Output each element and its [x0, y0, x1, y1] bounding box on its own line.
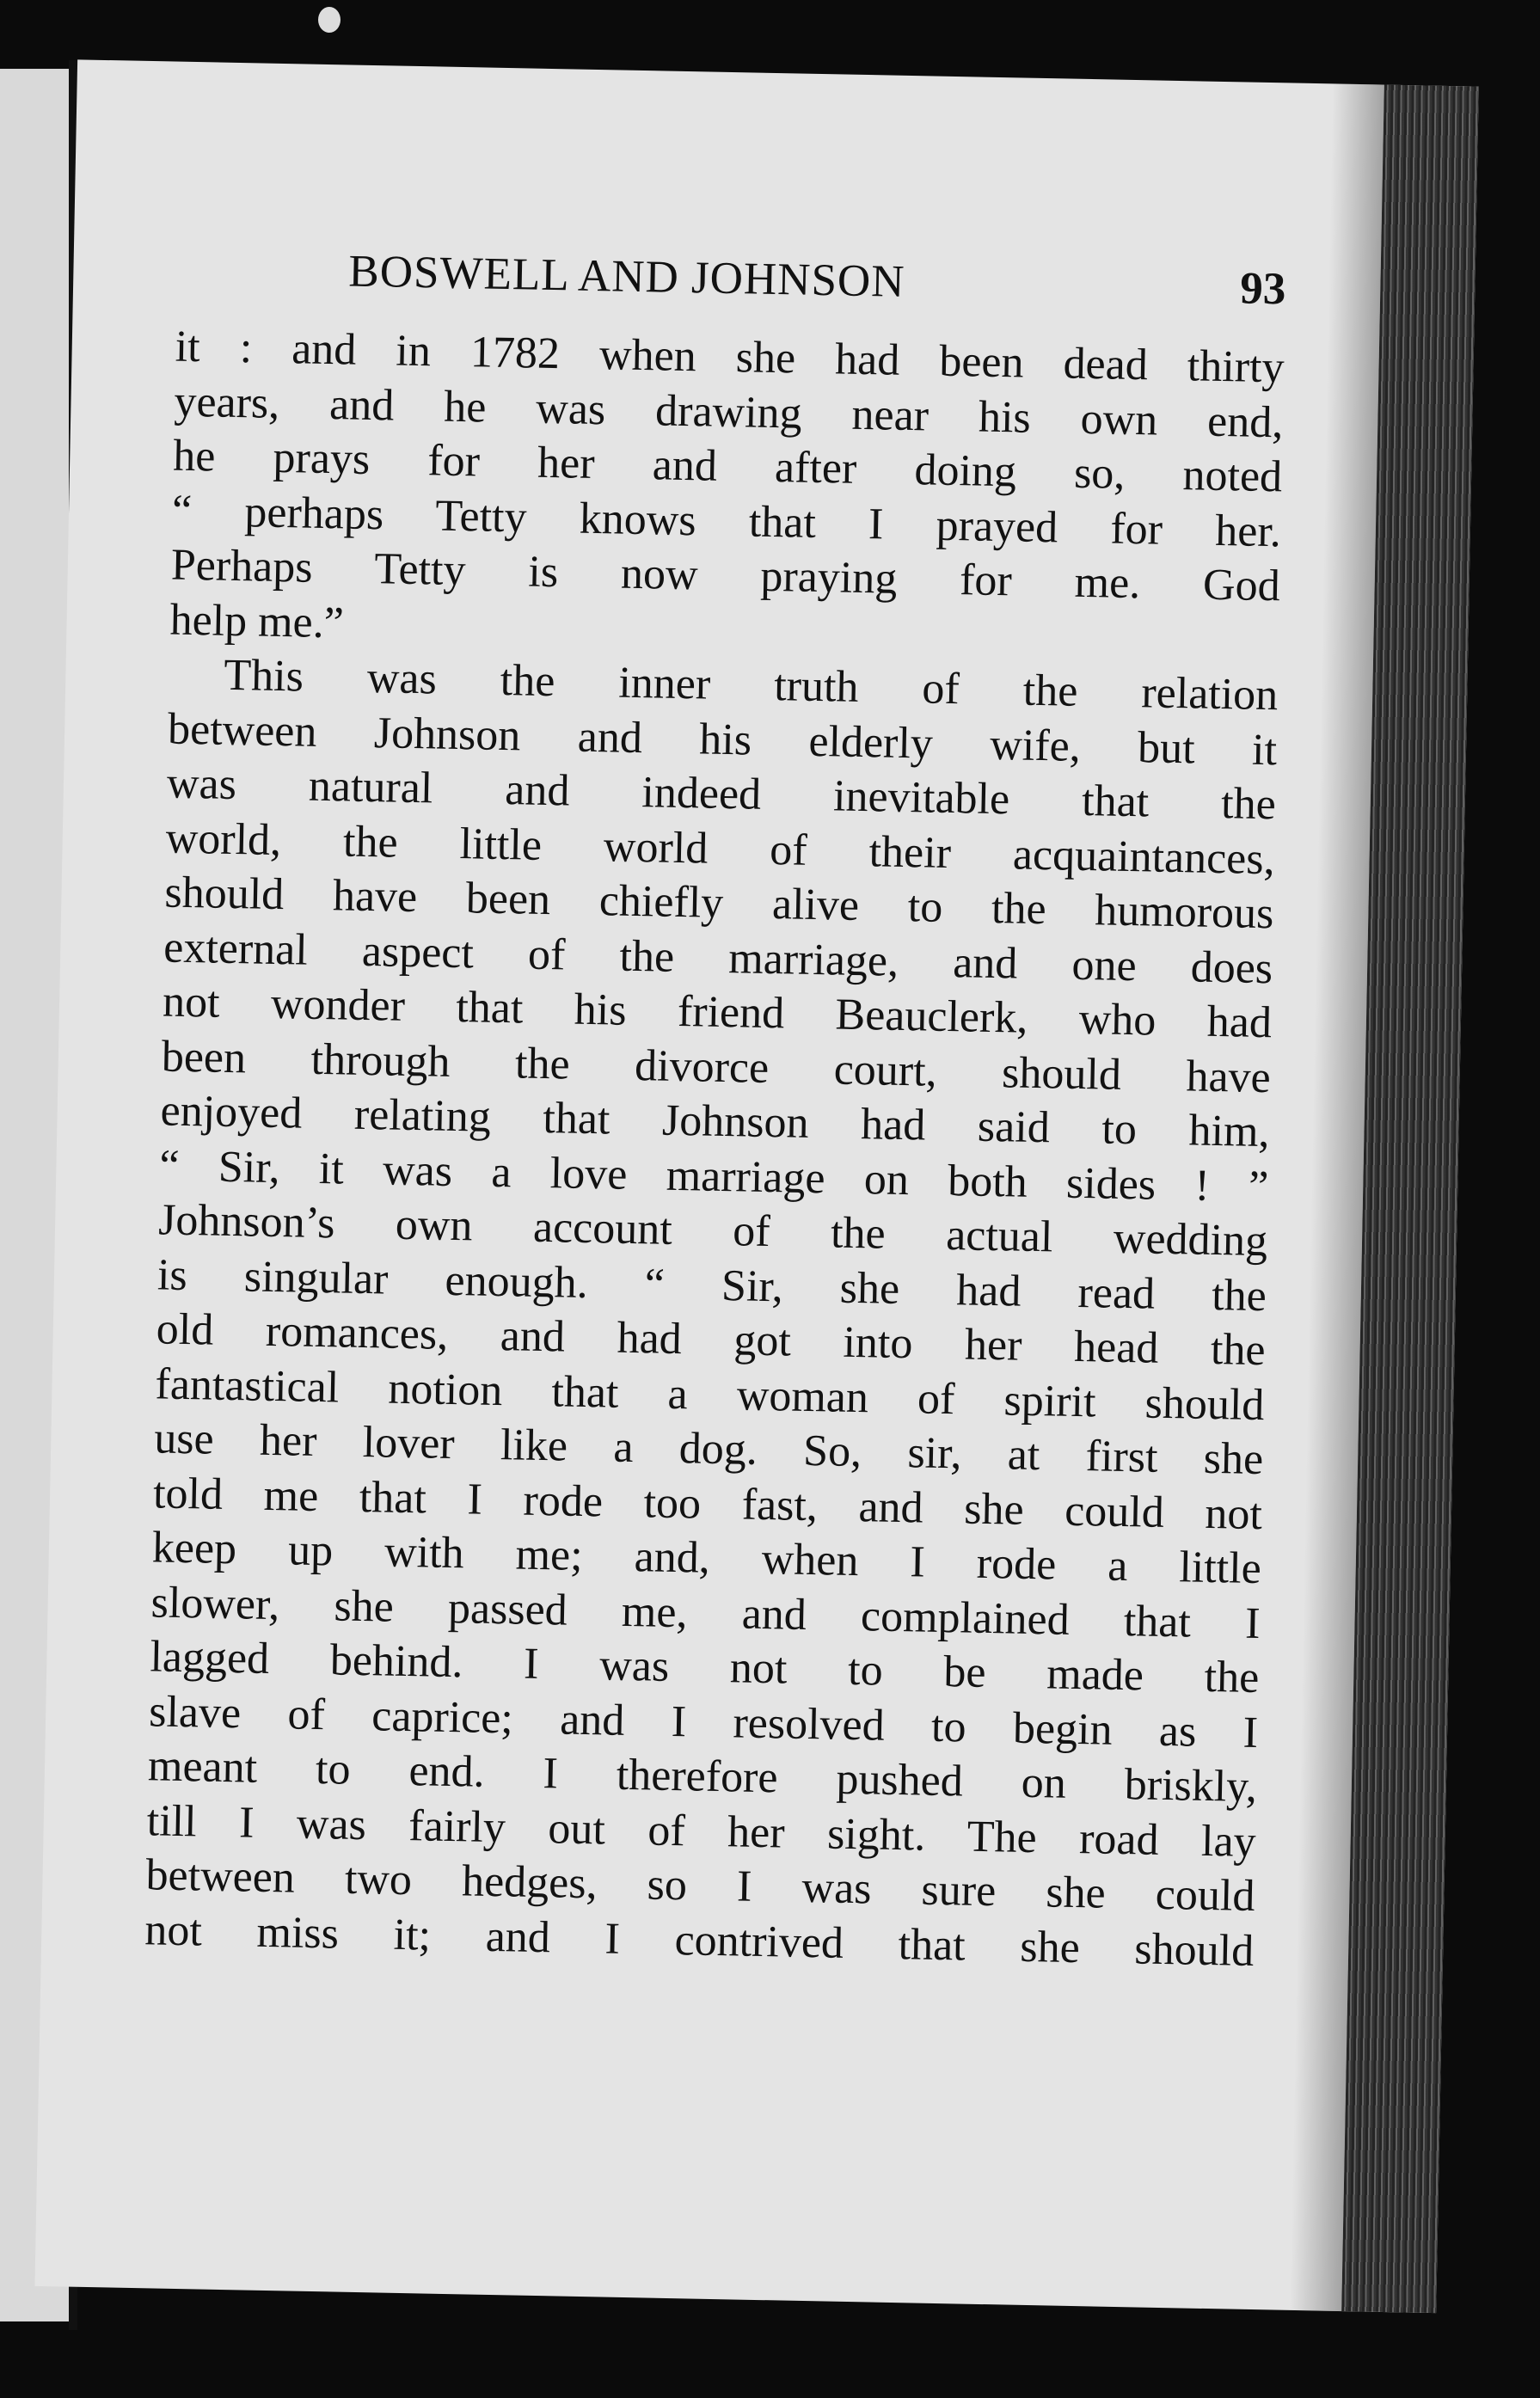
running-header [348, 245, 1286, 315]
text-line: slower, she passed me, and complained that I [150, 1577, 1261, 1648]
text-line: between Johnson and his elderly wife, but it [167, 704, 1278, 775]
text-line: “ Sir, it was a love marriage on both sides ! ” [158, 1140, 1269, 1211]
text-line: world, the little world of their acquaintances, [165, 813, 1276, 884]
running-head-title: BOSWELL AND JOHNSON [347, 246, 906, 307]
text-line: Johnson’s own account of the actual wedding [157, 1195, 1268, 1266]
text-line: slave of caprice; and I resolved to begin as I [148, 1686, 1259, 1757]
text-line: was natural and indeed inevitable that the [166, 758, 1277, 830]
text-line: external aspect of the marriage, and one does [163, 922, 1273, 993]
book-page [34, 59, 1478, 2313]
text-line: till I was fairly out of her sight. The road lay [146, 1795, 1257, 1867]
text-line: fantastical notion that a woman of spirit should [155, 1358, 1265, 1430]
text-line: years, and he was drawing near his own end, [173, 377, 1284, 447]
text-line: he prays for her and after doing so, noted [172, 431, 1283, 502]
text-line: This was the inner truth of the relation [223, 650, 1279, 721]
text-line: it : and in 1782 when she had been dead thirty [175, 322, 1285, 393]
text-line: meant to end. I therefore pushed on briskly, [147, 1741, 1258, 1812]
body-text [144, 320, 1285, 1978]
text-line: not miss it; and I contrived that she should [144, 1904, 1255, 1976]
text-line: use her lover like a dog. So, sir, at first she [153, 1414, 1264, 1485]
page-number: 93 [1239, 263, 1286, 315]
text-line: help me.” [169, 595, 345, 647]
text-line: Perhaps Tetty is now praying for me. God [170, 540, 1281, 611]
text-line: keep up with me; and, when I rode a little [151, 1523, 1262, 1594]
text-line: should have been chiefly alive to the humorous [164, 868, 1274, 939]
text-line: “ perhaps Tetty knows that I prayed for her. [171, 486, 1282, 556]
text-line: been through the divorce court, should have [161, 1031, 1272, 1102]
text-line: lagged behind. I was not to be made the [149, 1632, 1260, 1703]
text-line: enjoyed relating that Johnson had said to him, [160, 1086, 1271, 1157]
text-line: is singular enough. “ Sir, she had read the [156, 1249, 1267, 1321]
text-line: told me that I rode too fast, and she could not [152, 1468, 1263, 1539]
text-line: between two hedges, so I was sure she could [145, 1850, 1255, 1922]
text-line: not wonder that his friend Beauclerk, who had [162, 977, 1273, 1048]
text-line: old romances, and had got into her head the [156, 1304, 1267, 1376]
dust-speck [318, 7, 341, 33]
